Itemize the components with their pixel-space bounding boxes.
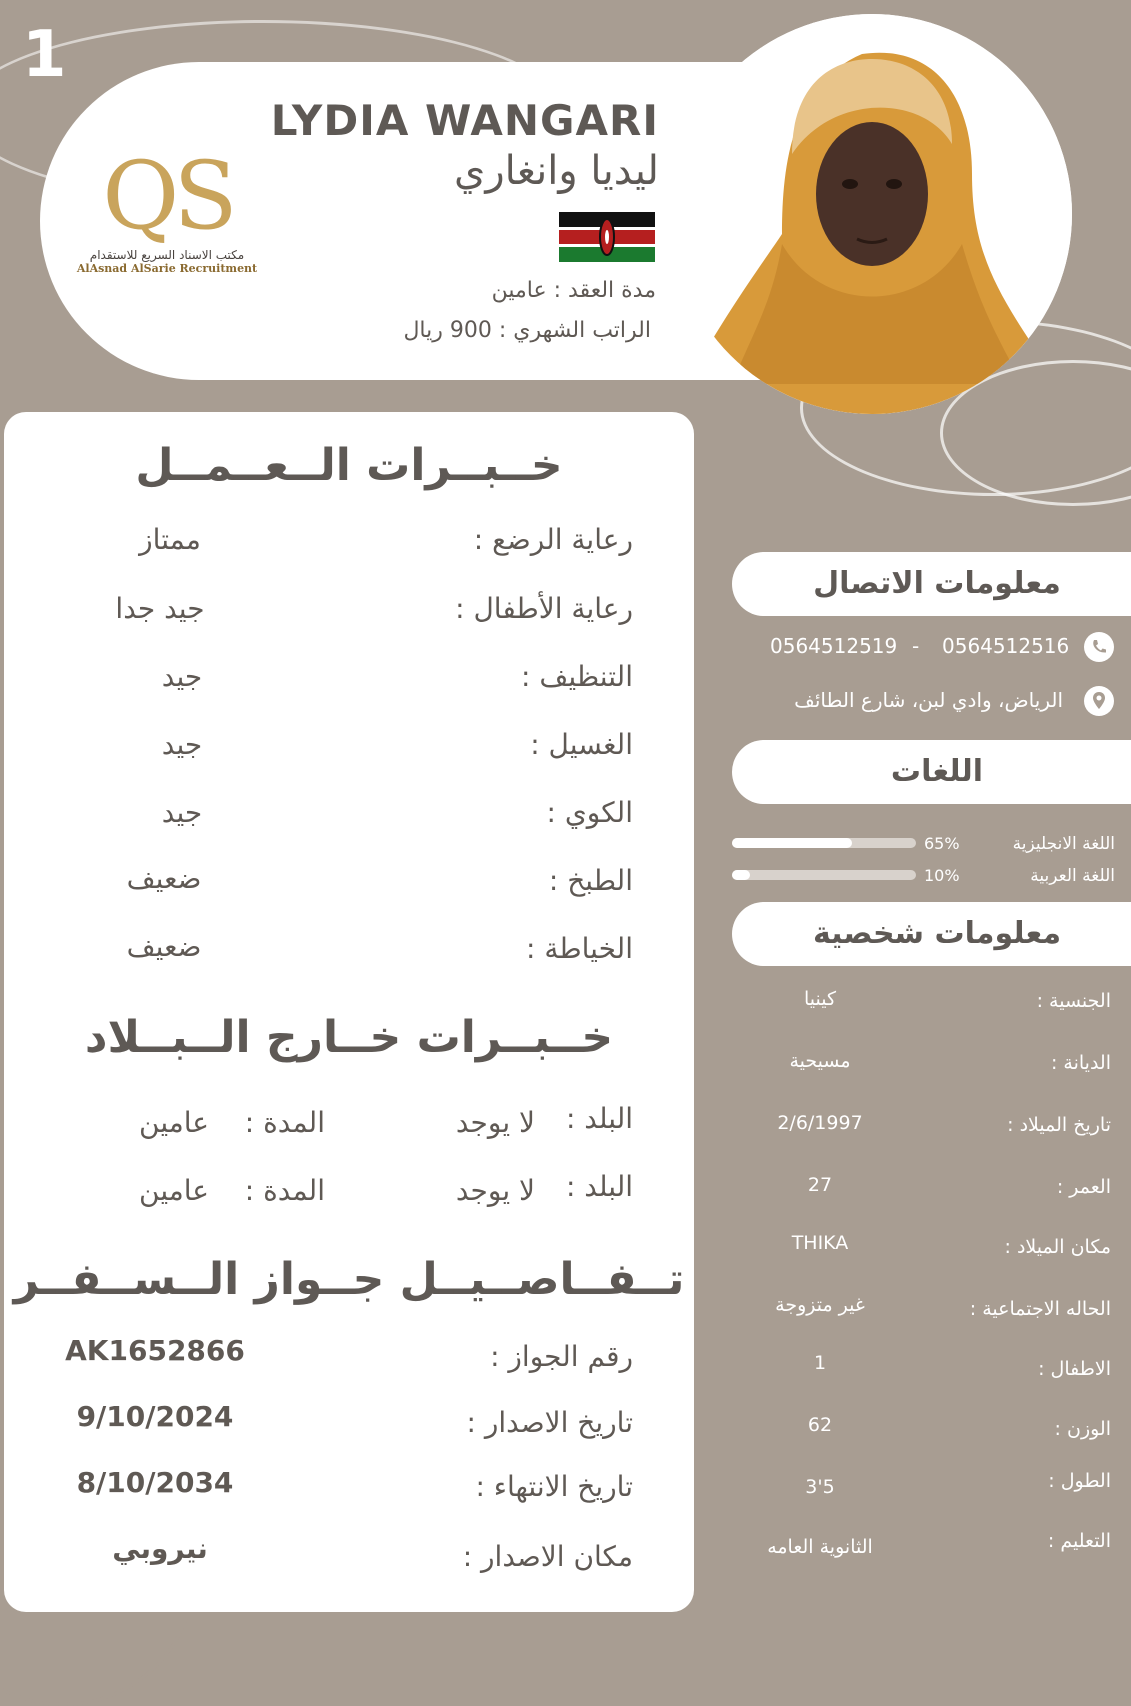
abroad-experience-title: خــبــرات خــارج الــبــلاد (84, 1012, 614, 1063)
logo-mark: QS (102, 142, 232, 251)
personal-item-label: الديانة : (1050, 1052, 1111, 1074)
personal-item-value: 1 (813, 1352, 827, 1374)
phone-number-2: 0564512519 (770, 634, 898, 658)
personal-item-label: تاريخ الميلاد : (1007, 1114, 1111, 1136)
passport-item-label: تاريخ الانتهاء : (475, 1470, 633, 1503)
personal-header-pill (732, 902, 1131, 966)
personal-item-value: THIKA (791, 1232, 849, 1254)
logo-english-text: AlAsnad AlSarie Recruitment (76, 262, 258, 275)
work-item-label: رعاية الرضع : (473, 523, 633, 556)
passport-item-value: 9/10/2024 (76, 1400, 234, 1433)
page-number: 1 (22, 18, 67, 92)
address-text: الرياض، وادي لبن، شارع الطائف (794, 688, 1063, 712)
personal-item-label: الوزن : (1054, 1418, 1111, 1440)
passport-item-label: رقم الجواز : (490, 1340, 633, 1373)
language-label: اللغة العربية (1030, 866, 1115, 886)
passport-item-label: مكان الاصدار : (462, 1540, 633, 1573)
abroad-country-label: البلد : (565, 1170, 633, 1203)
passport-item-value: نيروبي (112, 1532, 208, 1565)
languages-header-pill (732, 740, 1131, 804)
languages-title: اللغات (890, 754, 984, 789)
work-item-label: رعاية الأطفال : (455, 592, 633, 625)
work-item-label: التنظيف : (521, 660, 633, 693)
personal-item-value: الثانوية العامه (767, 1536, 873, 1558)
work-item-label: الكوي : (546, 796, 633, 829)
passport-item-label: تاريخ الاصدار : (466, 1406, 633, 1439)
abroad-country-value: لا يوجد (455, 1174, 535, 1207)
company-logo (62, 142, 272, 275)
work-item-label: الغسيل : (530, 728, 633, 761)
language-label: اللغة الانجليزية (1012, 834, 1115, 854)
location-pin-icon (1084, 686, 1114, 716)
logo-arabic-text: مكتب الاسناد السريع للاستقدام (89, 248, 245, 262)
language-progress-bar (732, 870, 916, 880)
personal-item-value: مسيحية (789, 1050, 851, 1072)
phone-number-1: 0564512516 (942, 634, 1070, 658)
personal-item-label: العمر : (1056, 1176, 1111, 1198)
personal-item-label: الجنسية : (1036, 990, 1111, 1012)
profile-photo (672, 14, 1072, 414)
language-progress-fill (732, 838, 852, 848)
personal-item-value: غير متزوجة (775, 1294, 865, 1316)
work-item-label: الطبخ : (548, 864, 633, 897)
personal-item-label: الاطفال : (1038, 1358, 1111, 1380)
work-item-value: جيد (161, 660, 203, 693)
work-item-value: جيد (161, 728, 203, 761)
personal-item-label: مكان الميلاد : (1004, 1236, 1111, 1258)
language-percent: 65% (924, 834, 960, 853)
kenya-flag-icon (559, 212, 655, 262)
abroad-country-label: البلد : (565, 1102, 633, 1135)
passport-item-value: 8/10/2034 (76, 1466, 234, 1499)
work-item-label: الخياطة : (526, 932, 633, 965)
contact-header-pill (732, 552, 1131, 616)
language-percent: 10% (924, 866, 960, 885)
work-item-value: ضعيف (126, 862, 202, 895)
name-arabic: ليديا وانغاري (454, 148, 659, 194)
contact-title: معلومات الاتصال (813, 566, 1061, 601)
name-english: LYDIA WANGARI (270, 96, 659, 145)
abroad-duration-label: المدة : (244, 1106, 325, 1139)
personal-item-label: الحاله الاجتماعية : (969, 1298, 1111, 1320)
personal-item-value: 2/6/1997 (777, 1112, 863, 1134)
personal-item-value: 5'3 (805, 1476, 835, 1498)
passport-item-value: AK1652866 (65, 1334, 245, 1367)
passport-title: تــفــاصــيــل جــواز الــســفــر (13, 1254, 685, 1305)
personal-item-value: كينيا (803, 988, 837, 1010)
abroad-duration-value: عامين (139, 1174, 209, 1207)
language-progress-fill (732, 870, 750, 880)
abroad-duration-value: عامين (139, 1106, 209, 1139)
personal-item-value: 27 (807, 1174, 833, 1196)
personal-item-label: التعليم : (1047, 1530, 1111, 1552)
work-item-value: جيد (161, 796, 203, 829)
personal-title: معلومات شخصية (812, 916, 1062, 951)
phone-separator: - (912, 634, 920, 658)
work-item-value: ضعيف (126, 930, 202, 963)
personal-item-value: 62 (807, 1414, 833, 1436)
work-experience-title: خــبــرات الــعــمــل (135, 440, 563, 491)
abroad-duration-label: المدة : (244, 1174, 325, 1207)
contract-duration: مدة العقد : عامين (491, 278, 656, 303)
personal-item-label: الطول : (1048, 1470, 1111, 1492)
phone-icon (1084, 632, 1114, 662)
monthly-salary: الراتب الشهري : 900 ريال (403, 318, 651, 343)
work-item-value: جيد جدا (115, 592, 205, 625)
work-item-value: ممتاز (139, 523, 201, 556)
language-progress-bar (732, 838, 916, 848)
abroad-country-value: لا يوجد (455, 1106, 535, 1139)
